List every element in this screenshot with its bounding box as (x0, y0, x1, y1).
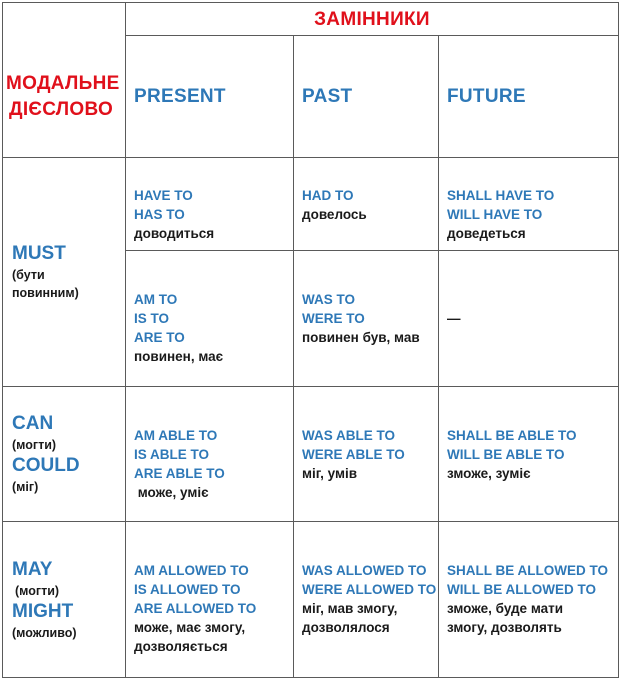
may-past-form: WAS ALLOWED TO (302, 563, 427, 578)
may-meaning: (могти) (15, 583, 60, 598)
substitutes-heading: ЗАМІННИКИ (314, 9, 430, 30)
may-future-translation-line1: зможе, буде мати (447, 601, 564, 616)
must-row2-past-form: WAS TO (302, 292, 356, 307)
must-row2-present (134, 290, 289, 366)
may-present-form: IS ALLOWED TO (134, 582, 241, 597)
may-present-form: ARE ALLOWED TO (134, 601, 257, 616)
can-future (447, 426, 615, 483)
may-future (447, 561, 617, 637)
table-border-bottom (2, 677, 619, 678)
must-row1-past-translation: довелось (302, 207, 367, 222)
can-future-form: SHALL BE ABLE TO (447, 428, 577, 443)
may-label (12, 522, 124, 677)
table-border-right (618, 2, 619, 678)
must-row1-future (447, 186, 612, 243)
may-past-form: WERE ALLOWED TO (302, 582, 437, 597)
modal-verb-heading-line1: МОДАЛЬНЕ (6, 72, 120, 94)
must-row2-present-form: ARE TO (134, 330, 185, 345)
can-past-form: WERE ABLE TO (302, 447, 405, 462)
can-present-form: ARE ABLE TO (134, 466, 225, 481)
must-row1-past-form: HAD TO (302, 188, 354, 203)
divider-col1 (125, 2, 126, 678)
must-row1-past (302, 186, 432, 224)
present-heading: PRESENT (134, 86, 226, 107)
must-row2-past-translation: повинен був, мав (302, 330, 420, 345)
divider-col3 (438, 35, 439, 678)
must-verb: MUST (12, 243, 66, 264)
can-future-translation: зможе, зуміє (447, 466, 531, 481)
can-present-form: AM ABLE TO (134, 428, 218, 443)
must-row2-future-dash: — (447, 311, 461, 326)
modal-verb-heading (3, 36, 125, 157)
divider-row-substitutes (125, 35, 619, 36)
must-label (12, 158, 124, 386)
can-meaning: (могти) (12, 438, 57, 452)
may-present-form: AM ALLOWED TO (134, 563, 249, 578)
may-past-translation-line2: дозволялося (302, 620, 390, 635)
must-row2-past (302, 290, 436, 347)
may-future-form: WILL BE ALLOWED TO (447, 582, 596, 597)
can-past-form: WAS ABLE TO (302, 428, 396, 443)
must-row1-future-form: WILL HAVE TO (447, 207, 543, 222)
can-past-translation: міг, умів (302, 466, 358, 481)
modal-verb-heading-line2: ДІЄСЛОВО (9, 98, 114, 120)
might-verb: MIGHT (12, 600, 74, 622)
past-heading: PAST (302, 86, 353, 107)
can-present-form: IS ABLE TO (134, 447, 210, 462)
must-row1-present-translation: доводиться (134, 226, 215, 241)
divider-col2 (293, 35, 294, 678)
can-future-form: WILL BE ABLE TO (447, 447, 565, 462)
can-present-translation: може, уміє (134, 485, 209, 500)
might-meaning: (можливо) (12, 625, 77, 640)
can-label (12, 387, 124, 521)
may-past (302, 561, 437, 637)
table-border-top (2, 2, 619, 3)
future-heading: FUTURE (447, 86, 526, 107)
can-present (134, 426, 289, 502)
could-verb: COULD (12, 455, 80, 476)
must-row1-present-form: HAS TO (134, 207, 185, 222)
may-verb: MAY (12, 558, 53, 580)
may-future-form: SHALL BE ALLOWED TO (447, 563, 608, 578)
could-meaning: (міг) (12, 480, 39, 494)
may-present-translation-line1: може, має змогу, (134, 620, 246, 635)
must-row1-present (134, 186, 289, 243)
may-present-translation-line2: дозволяється (134, 639, 228, 654)
must-meaning-line1: (бути (12, 268, 45, 282)
must-row2-past-form: WERE TO (302, 311, 365, 326)
divider-row-must-split (125, 250, 619, 251)
must-row1-present-form: HAVE TO (134, 188, 193, 203)
may-present (134, 561, 291, 656)
must-row1-future-translation: доведеться (447, 226, 526, 241)
must-row2-present-form: AM TO (134, 292, 178, 307)
can-past (302, 426, 436, 483)
may-past-translation-line1: міг, мав змогу, (302, 601, 398, 616)
may-future-translation-line2: змогу, дозволять (447, 620, 562, 635)
can-verb: CAN (12, 413, 54, 434)
must-meaning-line2: повинним) (12, 286, 79, 300)
must-row1-future-form: SHALL HAVE TO (447, 188, 555, 203)
must-row2-present-translation: повинен, має (134, 349, 224, 364)
must-row2-present-form: IS TO (134, 311, 170, 326)
